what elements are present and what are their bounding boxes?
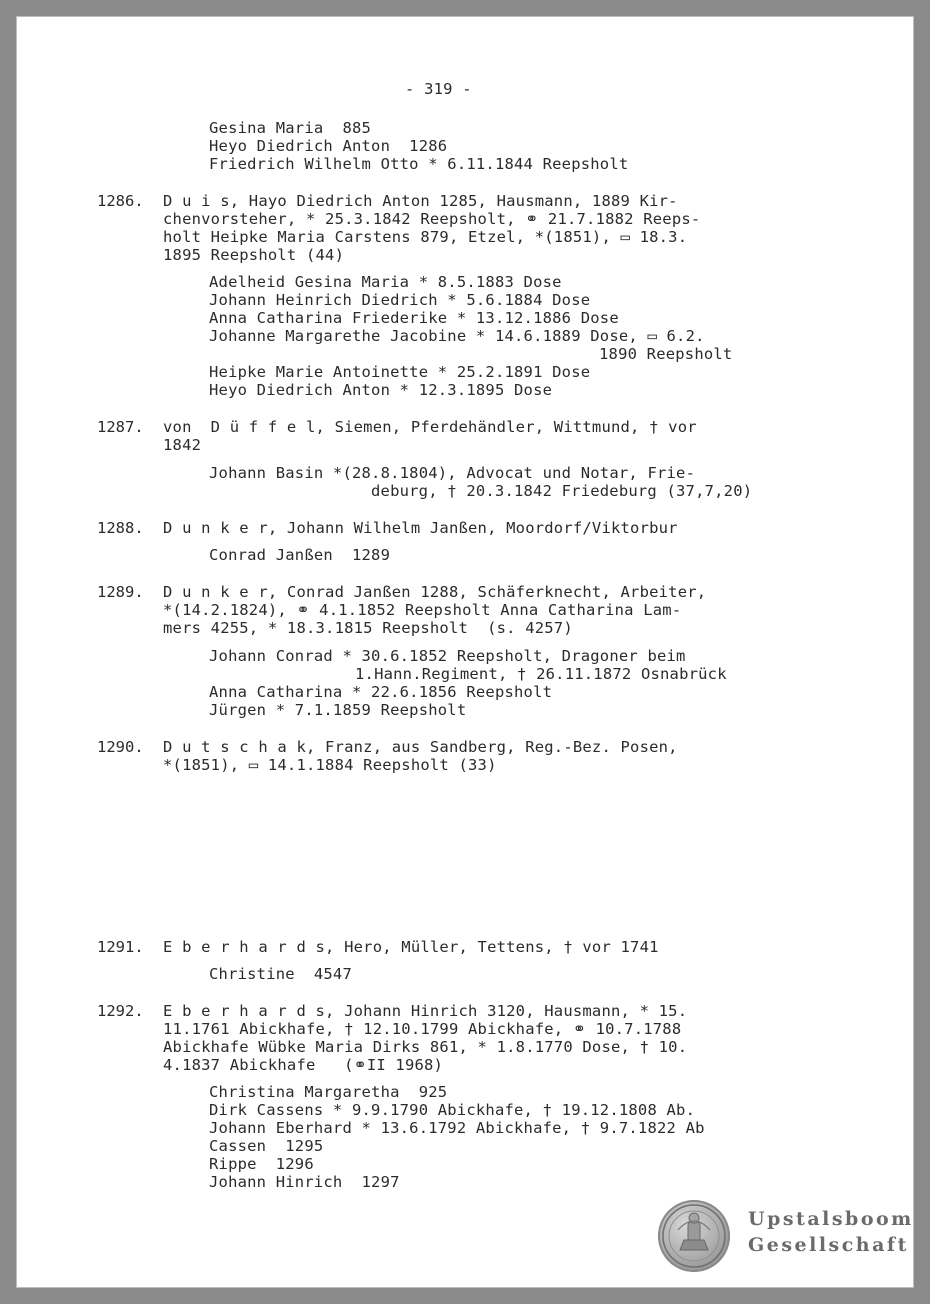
entry-line: D u t s c h a k, Franz, aus Sandberg, Reg.-Bez. Posen, bbox=[163, 738, 678, 756]
child-line: Rippe 1296 bbox=[209, 1155, 314, 1173]
child-line: Anna Catharina * 22.6.1856 Reepsholt bbox=[209, 683, 553, 701]
entry-number: 1288. bbox=[97, 519, 144, 537]
upstalsboom-logo bbox=[658, 1200, 914, 1278]
child-line: Dirk Cassens * 9.9.1790 Abickhafe, † 19.12.1808 Ab. bbox=[209, 1101, 696, 1119]
genealogy-text bbox=[16, 16, 914, 1288]
entry-line: Abickhafe Wübke Maria Dirks 861, * 1.8.1770 Dose, † 10. bbox=[163, 1038, 688, 1056]
child-line: Heipke Marie Antoinette * 25.2.1891 Dose bbox=[209, 363, 591, 381]
entry-line: 4.1837 Abickhafe (⚭II 1968) bbox=[163, 1056, 444, 1074]
child-line: Johanne Margarethe Jacobine * 14.6.1889 Dose, ▭ 6.2. bbox=[209, 327, 705, 345]
entry-line: E b e r h a r d s, Johann Hinrich 3120, Hausmann, * 15. bbox=[163, 1002, 688, 1020]
entry-line: *(14.2.1824), ⚭ 4.1.1852 Reepsholt Anna Catharina Lam- bbox=[163, 601, 682, 619]
entry-line: 11.1761 Abickhafe, † 12.10.1799 Abickhafe, ⚭ 10.7.1788 bbox=[163, 1020, 682, 1038]
entry-number: 1290. bbox=[97, 738, 144, 756]
entry-line: von D ü f f e l, Siemen, Pferdehändler, Wittmund, † vor bbox=[163, 418, 697, 436]
seal-icon bbox=[658, 1200, 730, 1272]
entry-number: 1289. bbox=[97, 583, 144, 601]
child-line: Heyo Diedrich Anton 1286 bbox=[209, 137, 448, 155]
entry-number: 1287. bbox=[97, 418, 144, 436]
entry-line: E b e r h a r d s, Hero, Müller, Tettens, † vor 1741 bbox=[163, 938, 659, 956]
entry-line: 1842 bbox=[163, 436, 202, 454]
child-line: Christine 4547 bbox=[209, 965, 352, 983]
entry-line: chenvorsteher, * 25.3.1842 Reepsholt, ⚭ 21.7.1882 Reeps- bbox=[163, 210, 701, 228]
child-line: Cassen 1295 bbox=[209, 1137, 324, 1155]
entry-line: D u n k e r, Conrad Janßen 1288, Schäferknecht, Arbeiter, bbox=[163, 583, 707, 601]
child-line: Adelheid Gesina Maria * 8.5.1883 Dose bbox=[209, 273, 562, 291]
child-line: Christina Margaretha 925 bbox=[209, 1083, 448, 1101]
entry-line: 1895 Reepsholt (44) bbox=[163, 246, 345, 264]
page-number: - 319 - bbox=[405, 80, 472, 98]
child-line: deburg, † 20.3.1842 Friedeburg (37,7,20) bbox=[371, 482, 753, 500]
child-line: Heyo Diedrich Anton * 12.3.1895 Dose bbox=[209, 381, 553, 399]
entry-number: 1292. bbox=[97, 1002, 144, 1020]
logo-line1: Upstalsboom bbox=[748, 1208, 914, 1230]
document-page bbox=[16, 16, 914, 1288]
child-line: Gesina Maria 885 bbox=[209, 119, 372, 137]
child-line: Johann Hinrich 1297 bbox=[209, 1173, 400, 1191]
child-line: Johann Eberhard * 13.6.1792 Abickhafe, † 9.7.1822 Ab bbox=[209, 1119, 705, 1137]
child-line: Conrad Janßen 1289 bbox=[209, 546, 391, 564]
entry-line: *(1851), ▭ 14.1.1884 Reepsholt (33) bbox=[163, 756, 497, 774]
entry-line: D u i s, Hayo Diedrich Anton 1285, Hausmann, 1889 Kir- bbox=[163, 192, 678, 210]
child-line: Jürgen * 7.1.1859 Reepsholt bbox=[209, 701, 467, 719]
entry-number: 1286. bbox=[97, 192, 144, 210]
entry-line: D u n k e r, Johann Wilhelm Janßen, Moordorf/Viktorbur bbox=[163, 519, 678, 537]
entry-number: 1291. bbox=[97, 938, 144, 956]
entry-line: holt Heipke Maria Carstens 879, Etzel, *(1851), ▭ 18.3. bbox=[163, 228, 688, 246]
child-line: Johann Basin *(28.8.1804), Advocat und Notar, Frie- bbox=[209, 464, 696, 482]
logo-line2: Gesellschaft bbox=[748, 1234, 909, 1256]
child-line: Friedrich Wilhelm Otto * 6.11.1844 Reepsholt bbox=[209, 155, 629, 173]
child-line: 1.Hann.Regiment, † 26.11.1872 Osnabrück bbox=[355, 665, 727, 683]
child-line: 1890 Reepsholt bbox=[599, 345, 733, 363]
logo-text bbox=[748, 1206, 914, 1258]
child-line: Johann Heinrich Diedrich * 5.6.1884 Dose bbox=[209, 291, 591, 309]
child-line: Johann Conrad * 30.6.1852 Reepsholt, Dragoner beim bbox=[209, 647, 686, 665]
entry-line: mers 4255, * 18.3.1815 Reepsholt (s. 4257) bbox=[163, 619, 573, 637]
child-line: Anna Catharina Friederike * 13.12.1886 Dose bbox=[209, 309, 619, 327]
